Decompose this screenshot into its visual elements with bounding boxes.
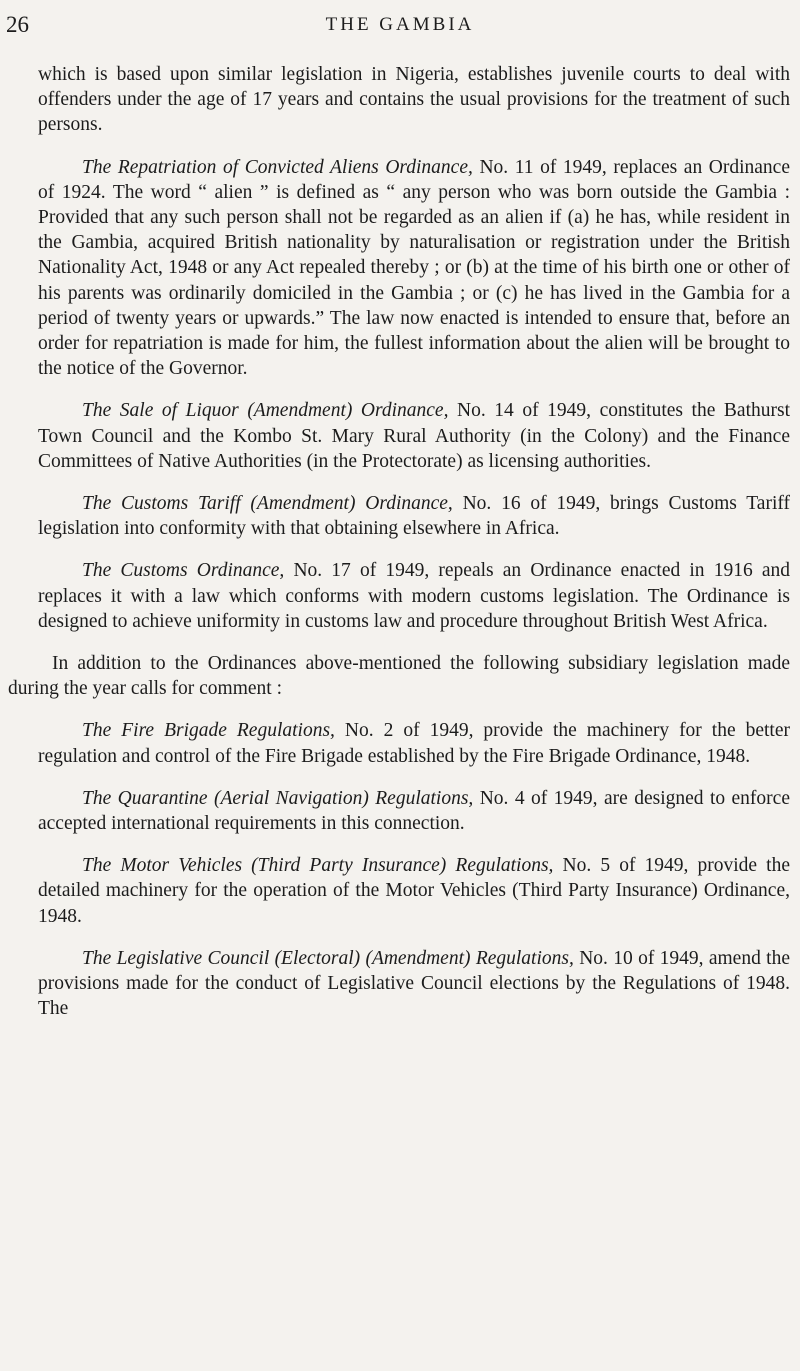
- running-title: THE GAMBIA: [325, 14, 475, 35]
- paragraph-motor-vehicles-regulations: The Motor Vehicles (Third Party Insurance) Regulations, No. 5 of 1949, provide the detailed machinery for the operation of the Motor Vehicles (Third Party Insurance) Ordinance, 1948.: [38, 855, 790, 927]
- ordinance-title: The Customs Tariff (Amendment) Ordinance,: [82, 493, 453, 515]
- regulation-title: The Motor Vehicles (Third Party Insurance) Regulations,: [82, 855, 554, 877]
- regulation-title: The Legislative Council (Electoral) (Amendment) Regulations,: [82, 947, 574, 969]
- paragraph-repatriation-ordinance: The Repatriation of Convicted Aliens Ordinance, No. 11 of 1949, replaces an Ordinance of 1924. The word “ alien ” is defined as “ any person who was born outside the Gambia : Provided that any such person shall not be regarded as an alien if (a) he has, while resident in the Gambia, acquired British nationality by naturalisation or registration under the British Nationality Act, 1948 or any Act repealed thereby ; or (b) at the time of his birth one or other of his parents was ordinarily domiciled in the Gambia ; or (c) he has lived in the Gambia for a period of twenty years or upwards.” The law now enacted is intended to ensure that, before an order for repatriation is made for him, the fullest information about the alien will be brought to the notice of the Governor.: [38, 156, 790, 380]
- paragraph-legislative-council-regulations: The Legislative Council (Electoral) (Amendment) Regulations, No. 10 of 1949, amend the provisions made for the conduct of Legislative Council elections by the Regulations of 1948. The: [38, 947, 790, 1020]
- paragraph-quarantine-regulations: The Quarantine (Aerial Navigation) Regulations, No. 4 of 1949, are designed to enforce accepted international requirements in this connection.: [38, 787, 790, 835]
- paragraph-fire-brigade-regulations: The Fire Brigade Regulations, No. 2 of 1949, provide the machinery for the better regulation and control of the Fire Brigade established by the Fire Brigade Ordinance, 1948.: [38, 720, 790, 767]
- ordinance-title: The Repatriation of Convicted Aliens Ordinance,: [82, 156, 473, 178]
- paragraph-juvenile-courts: which is based upon similar legislation in Nigeria, establishes juvenile courts to deal with offenders under the age of 17 years and contains the usual provisions for the treatment of such persons.: [38, 64, 790, 136]
- paragraph-subsidiary-legislation: In addition to the Ordinances above-mentioned the following subsidiary legislation made during the year calls for comment :: [8, 653, 790, 700]
- paragraph-customs-tariff-ordinance: The Customs Tariff (Amendment) Ordinance, No. 16 of 1949, brings Customs Tariff legislation into conformity with that obtaining elsewhere in Africa.: [38, 493, 790, 540]
- body-text: [8, 62, 791, 1039]
- page-header: [0, 12, 800, 42]
- ordinance-title: The Customs Ordinance,: [82, 560, 285, 582]
- ordinance-title: The Sale of Liquor (Amendment) Ordinance,: [82, 400, 449, 422]
- paragraph-liquor-ordinance: The Sale of Liquor (Amendment) Ordinance, No. 14 of 1949, constitutes the Bathurst Town Council and the Kombo St. Mary Rural Authority (in the Colony) and the Finance Committees of Native Authorities (in the Protectorate) as licensing authorities.: [38, 400, 790, 472]
- regulation-title: The Quarantine (Aerial Navigation) Regulations,: [82, 787, 474, 809]
- regulation-title: The Fire Brigade Regulations,: [82, 720, 335, 742]
- page-number: 26: [6, 12, 29, 37]
- paragraph-customs-ordinance: The Customs Ordinance, No. 17 of 1949, repeals an Ordinance enacted in 1916 and replaces it with a law which conforms with modern customs legislation. The Ordinance is designed to achieve uniformity in customs law and procedure throughout British West Africa.: [38, 560, 791, 632]
